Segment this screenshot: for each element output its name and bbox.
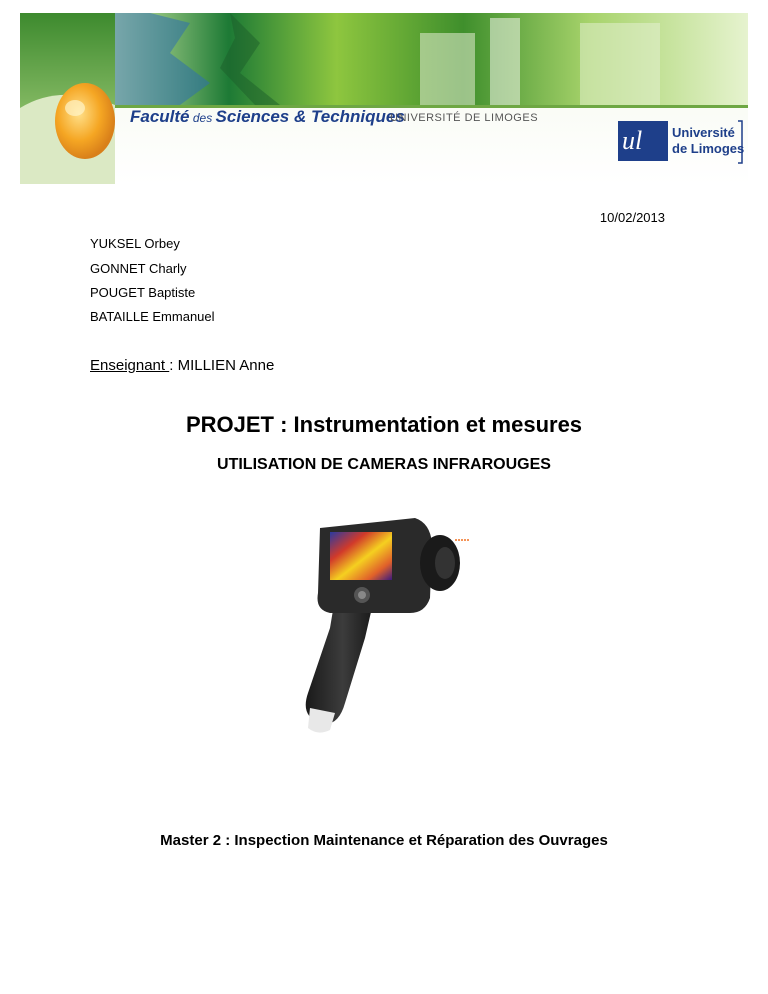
- teacher-separator: :: [169, 357, 178, 374]
- infrared-camera-image: [290, 518, 470, 748]
- author-name: GONNET Charly: [90, 261, 187, 276]
- project-title: PROJET : Instrumentation et mesures: [185, 412, 583, 437]
- svg-text:Faculté des Sciences & Techniq: Faculté des Sciences & Techniques: [130, 107, 405, 126]
- svg-text:ul: ul: [622, 126, 643, 155]
- master-program: Master 2 : Inspection Maintenance et Réparation des Ouvrages: [160, 832, 608, 849]
- svg-text:Université: Université: [672, 125, 735, 140]
- teacher-line: [90, 357, 274, 374]
- author-name: BATAILLE Emmanuel: [90, 309, 215, 324]
- author-name: YUKSEL Orbey: [90, 236, 180, 251]
- author-name: POUGET Baptiste: [90, 285, 196, 300]
- project-subtitle: UTILISATION DE CAMERAS INFRAROUGES: [217, 456, 551, 473]
- faculty-banner: [20, 13, 748, 184]
- teacher-name: MILLIEN Anne: [177, 357, 275, 374]
- svg-text:de Limoges: de Limoges: [672, 141, 745, 156]
- document-date: 10/02/2013: [599, 210, 665, 225]
- banner-graphic: [20, 13, 748, 184]
- teacher-label: Enseignant: [90, 357, 170, 374]
- svg-text:UNIVERSITÉ DE LIMOGES: UNIVERSITÉ DE LIMOGES: [390, 112, 539, 124]
- camera-graphic: [290, 518, 470, 748]
